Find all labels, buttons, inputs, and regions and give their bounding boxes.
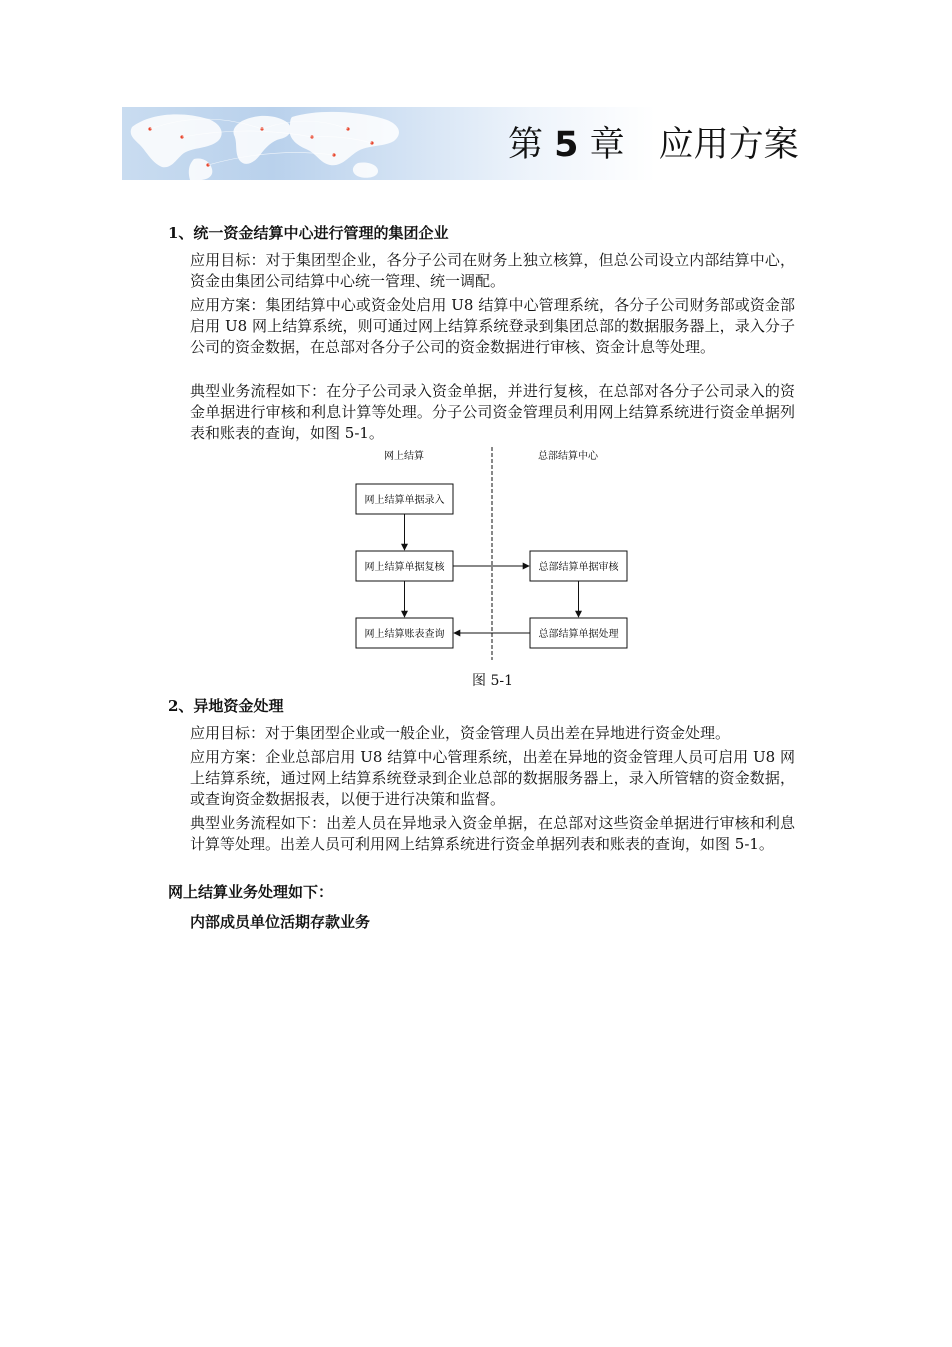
chapter-suffix: 章 xyxy=(589,125,625,165)
section3-heading: 网上结算业务处理如下： xyxy=(168,883,334,901)
section1-flow: 典型业务流程如下：在分子公司录入资金单据，并进行复核，在总部对各分子公司录入的资金单据进行审核和利息计算等处理。分子公司资金管理员利用网上结算系统进行资金单据列表和账表的查询，如图 5-1。 xyxy=(190,382,795,442)
left-lane-label: 网上结算 xyxy=(384,451,424,462)
chapter-number: 5 xyxy=(554,125,579,165)
figure-caption: 图 5-1 xyxy=(472,673,513,689)
section1-heading: 1、统一资金结算中心进行管理的集团企业 xyxy=(168,224,449,242)
box-audit-label: 总部结算单据审核 xyxy=(538,562,619,573)
section2-plan: 应用方案：企业总部启用 U8 结算中心管理系统，出差在异地的资金管理人员可启用 U8 网上结算系统，通过网上结算系统登录到企业总部的数据服务器上，录入所管辖的资金数据，或查询资金数据报表，以便于进行决策和监督。 xyxy=(190,748,795,808)
box-review-label: 网上结算单据复核 xyxy=(364,562,445,573)
box-query-label: 网上结算账表查询 xyxy=(364,629,445,640)
section1-goal: 应用目标：对于集团型企业，各分子公司在财务上独立核算，但总公司设立内部结算中心，资金由集团公司结算中心统一管理、统一调配。 xyxy=(190,251,795,290)
box-process-label: 总部结算单据处理 xyxy=(538,629,619,640)
section3-subheading: 内部成员单位活期存款业务 xyxy=(190,913,371,931)
chapter-prefix: 第 xyxy=(508,125,544,165)
right-lane-label: 总部结算中心 xyxy=(538,451,598,462)
section2-flow: 典型业务流程如下：出差人员在异地录入资金单据，在总部对这些资金单据进行审核和利息计算等处理。出差人员可利用网上结算系统进行资金单据列表和账表的查询，如图 5-1。 xyxy=(190,814,795,853)
section2-heading: 2、异地资金处理 xyxy=(168,697,284,715)
section1-plan: 应用方案：集团结算中心或资金处启用 U8 结算中心管理系统，各分子公司财务部或资金部启用 U8 网上结算系统，则可通过网上结算系统登录到集团总部的数据服务器上，录入分子公司的资金数据，在总部对各分子公司的资金数据进行审核、资金计息等处理。 xyxy=(190,296,795,356)
box-entry-label: 网上结算单据录入 xyxy=(364,495,445,506)
chapter-name: 应用方案 xyxy=(658,125,799,165)
section2-goal: 应用目标：对于集团型企业或一般企业，资金管理人员出差在异地进行资金处理。 xyxy=(190,724,731,742)
